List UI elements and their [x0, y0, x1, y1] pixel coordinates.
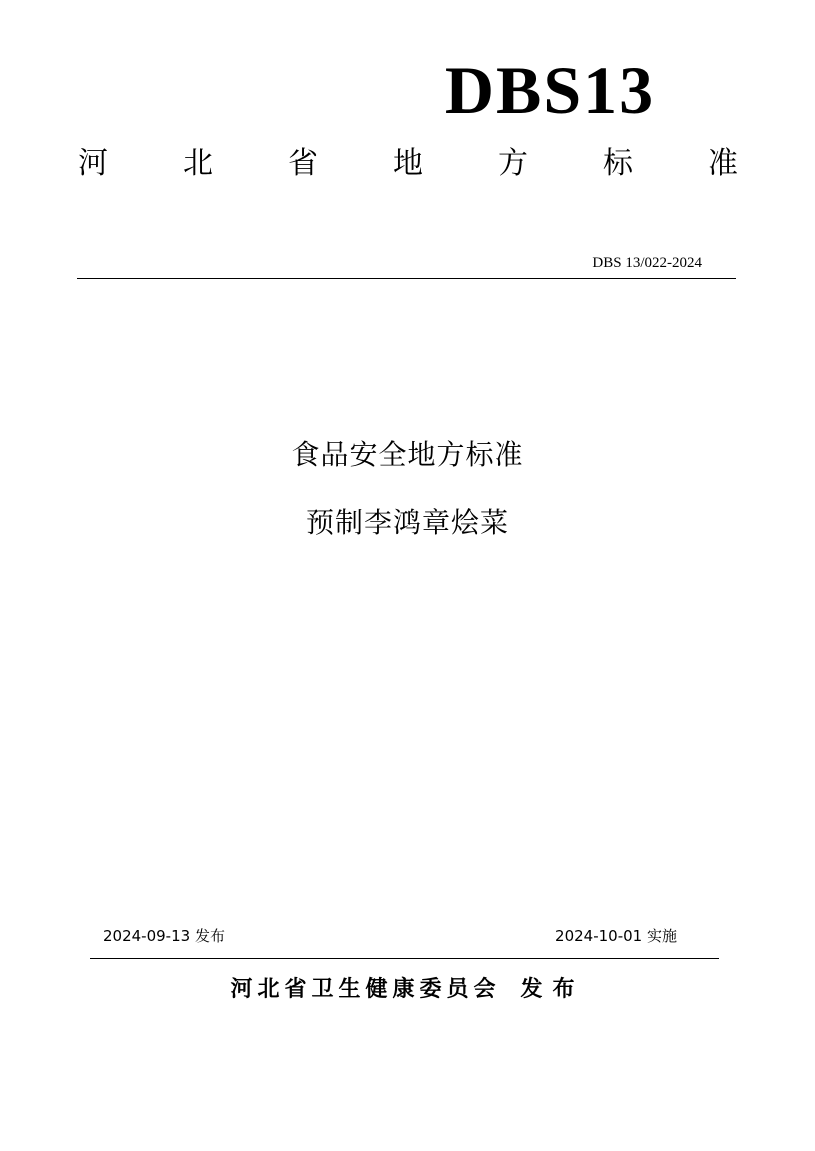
implementation-date: 2024-10-01 实施 — [555, 927, 677, 945]
standard-type-char: 北 — [183, 146, 213, 181]
publisher-line — [0, 974, 815, 1006]
standard-type-char: 标 — [603, 146, 633, 181]
publish-action: 发布 — [520, 977, 585, 1002]
standard-type-char: 方 — [498, 146, 528, 181]
standard-type-char: 准 — [708, 146, 738, 181]
standard-number: DBS 13/022-2024 — [592, 255, 702, 271]
publisher-name: 河北省卫生健康委员会 — [230, 977, 501, 1002]
header-divider — [77, 278, 736, 279]
footer-divider — [90, 958, 719, 959]
standard-type-char: 省 — [288, 146, 318, 181]
standard-type-heading — [78, 144, 738, 184]
issue-date: 2024-09-13 发布 — [103, 927, 225, 945]
title-line-product: 预制李鸿章烩菜 — [305, 506, 509, 539]
standard-type-char: 河 — [78, 146, 108, 181]
standard-type-char: 地 — [393, 146, 423, 181]
title-line-category: 食品安全地方标准 — [291, 438, 524, 471]
document-title — [0, 437, 815, 541]
standard-code-mark: DBS13 — [444, 52, 656, 128]
